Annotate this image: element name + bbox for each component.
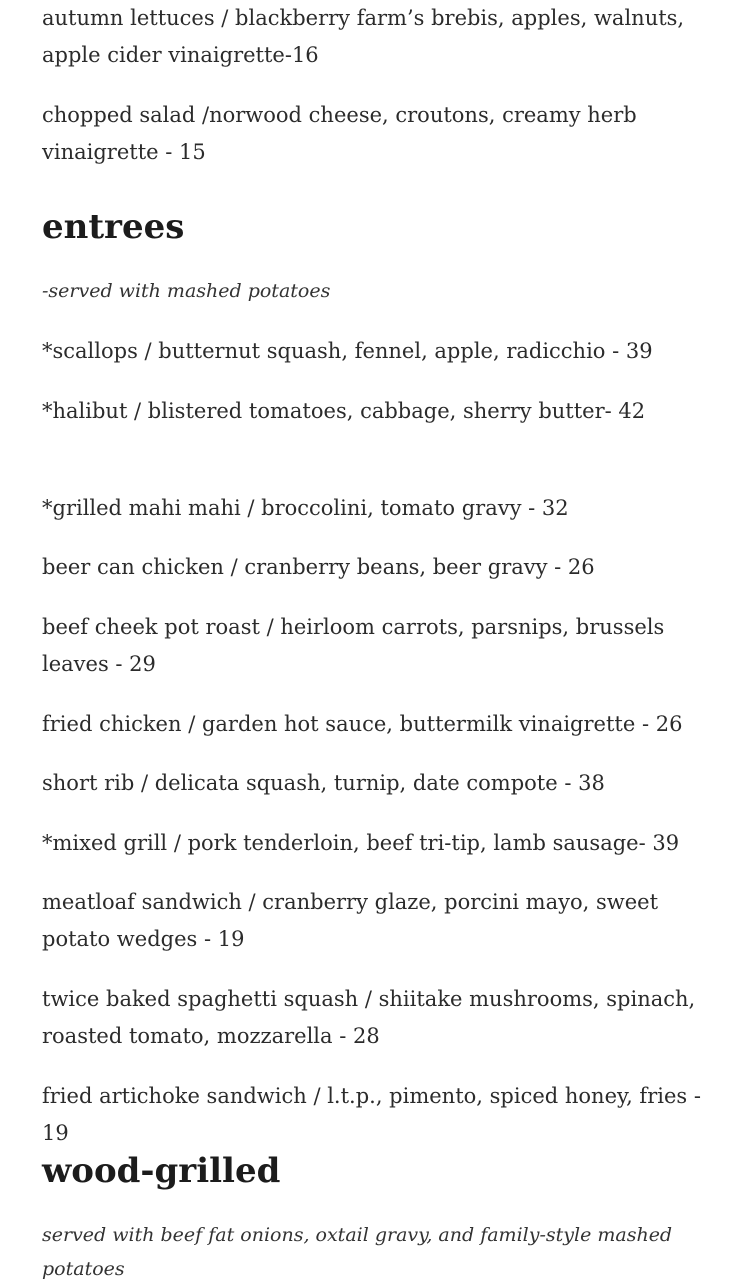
menu-item-beef-cheek-pot-roast: beef cheek pot roast / heirloom carrots, parsnips, brussels leaves - 29 [42, 615, 665, 676]
menu-item-fried-chicken: fried chicken / garden hot sauce, buttermilk vinaigrette - 26 [42, 712, 683, 736]
menu-item-chopped-salad: chopped salad /norwood cheese, croutons, creamy herb vinaigrette - 15 [42, 103, 637, 164]
menu-item-short-rib: short rib / delicata squash, turnip, date compote - 38 [42, 771, 605, 795]
section-heading-entrees: entrees [42, 207, 185, 247]
menu-item-twice-baked-spaghetti-squash: twice baked spaghetti squash / shiitake mushrooms, spinach, roasted tomato, mozzarella - 28 [42, 987, 696, 1048]
menu-item-halibut: *halibut / blistered tomatoes, cabbage, sherry butter- 42 [42, 399, 646, 423]
menu-item-grilled-mahi-mahi: *grilled mahi mahi / broccolini, tomato gravy - 32 [42, 496, 569, 520]
menu-item-mixed-grill: *mixed grill / pork tenderloin, beef tri-tip, lamb sausage- 39 [42, 831, 680, 855]
menu-item-fried-artichoke-sandwich: fried artichoke sandwich / l.t.p., pimento, spiced honey, fries - 19 [42, 1084, 701, 1145]
section-heading-wood-grilled: wood-grilled [42, 1151, 281, 1191]
menu-item-scallops: *scallops / butternut squash, fennel, apple, radicchio - 39 [42, 339, 653, 363]
menu-item-autumn-lettuces: autumn lettuces / blackberry farm’s brebis, apples, walnuts, apple cider vinaigrette-16 [42, 6, 685, 67]
section-note-wood-grilled: served with beef fat onions, oxtail gravy, and family-style mashed potatoes [42, 1224, 673, 1280]
menu-item-meatloaf-sandwich: meatloaf sandwich / cranberry glaze, porcini mayo, sweet potato wedges - 19 [42, 890, 659, 951]
section-note-entrees: -served with mashed potatoes [42, 280, 331, 302]
menu-item-beer-can-chicken: beer can chicken / cranberry beans, beer gravy - 26 [42, 555, 595, 579]
